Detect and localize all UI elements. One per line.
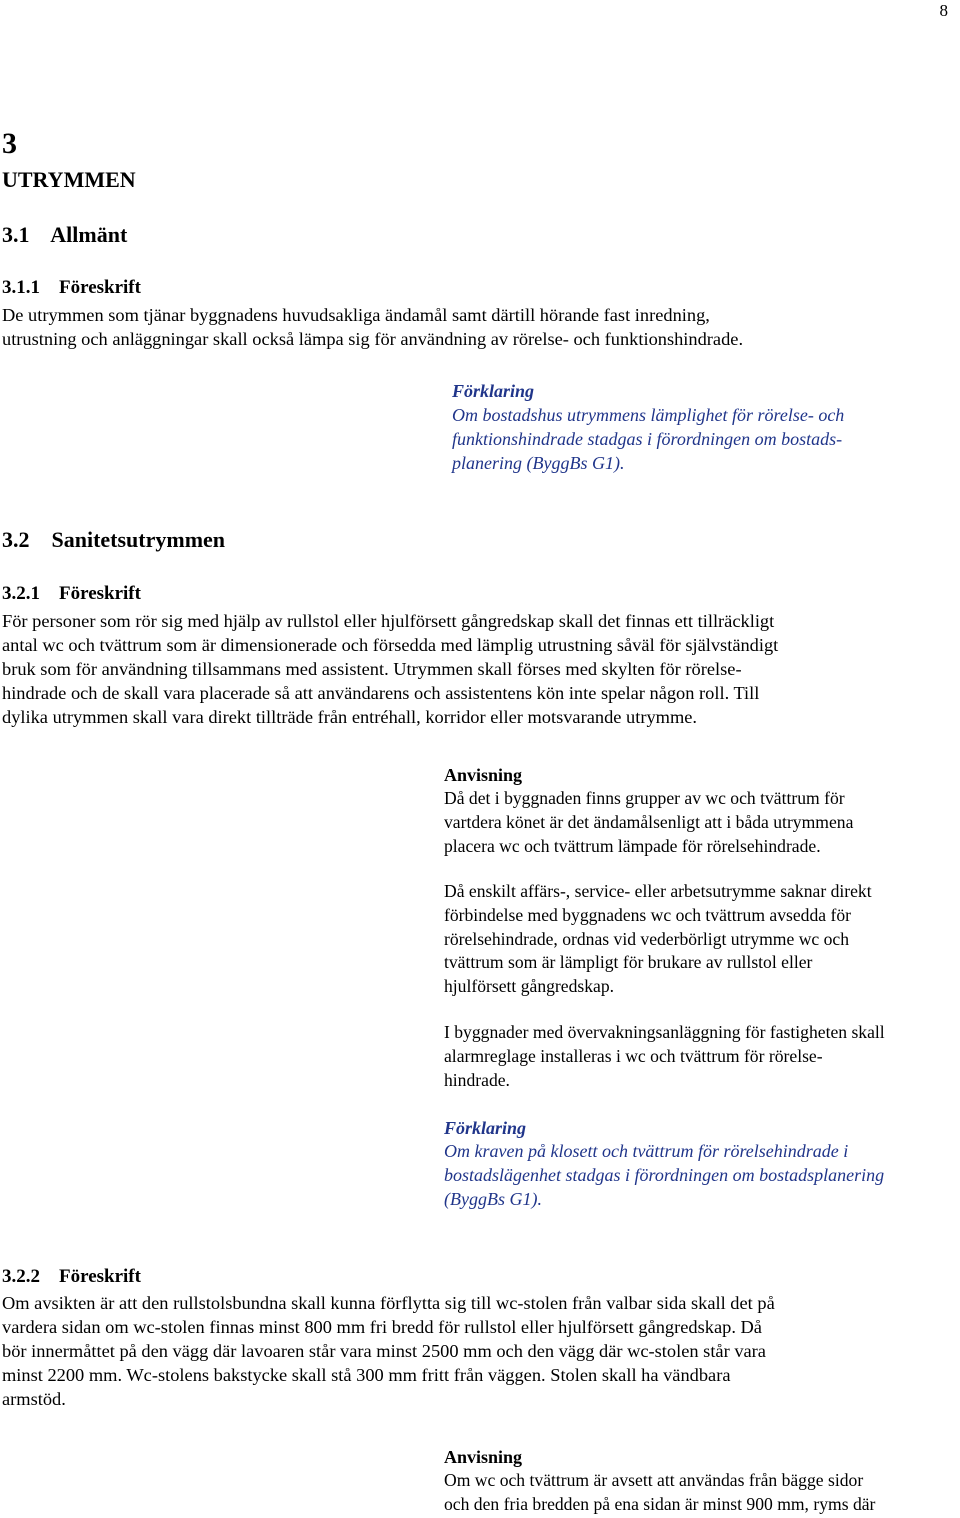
text-line: förbindelse med byggnadens wc och tvättrum avsedda för [444,904,851,925]
text-line: vardera sidan om wc-stolen finnas minst 800 mm fri bredd för rullstol eller hjulförsett gångredskap. Då [2,1317,762,1337]
section-3-1-title: 3.1 Allmänt [2,222,128,247]
explanation-text-3-2-1 [444,1139,884,1212]
text-line: armstöd. [2,1389,66,1409]
guidance-heading-3-2-2: Anvisning [444,1447,523,1467]
guidance-paragraph-1 [444,787,960,858]
guidance-paragraph-2 [444,880,960,999]
paragraph-3-1-1 [2,303,960,351]
chapter-number: 3 [2,127,17,160]
subsection-3-2-1-title: 3.2.1 Föreskrift [2,583,141,604]
text-line: hindrade och de skall vara placerade så att användarens och assistentens kön inte spelar någon roll. Till [2,683,760,703]
text-line: bruk som för användning tillsammans med assistent. Utrymmen skall förses med skylten för rörelse- [2,659,742,679]
text-line: Då enskilt affärs-, service- eller arbetsutrymme saknar direkt [444,881,872,901]
explanation-heading-3-1-1: Förklaring [452,381,535,401]
guidance-paragraph-3-2-2 [444,1469,960,1517]
text-line: hjulförsett gångredskap. [444,976,615,997]
text-line: Då det i byggnaden finns grupper av wc och tvättrum för [444,788,845,808]
text-line: och den fria bredden på ena sidan är minst 900 mm, ryms där [444,1493,876,1514]
text-line: utrustning och anläggningar skall också lämpa sig för användning av rörelse- och funktionshindrade. [2,329,744,349]
text-line: I byggnader med övervakningsanläggning för fastigheten skall [444,1022,885,1042]
text-line: bostadslägenhet stadgas i förordningen om bostadsplanering [444,1165,885,1186]
page-number: 8 [939,1,948,20]
text-line: placera wc och tvättrum lämpade för rörelsehindrade. [444,835,821,856]
text-line: (ByggBs G1). [444,1189,542,1210]
text-line: Om wc och tvättrum är avsett att användas från bägge sidor [444,1470,864,1490]
guidance-paragraph-3 [444,1021,960,1092]
text-line: tvättrum som är lämpligt för brukare av rullstol eller [444,952,813,973]
text-line: funktionshindrade stadgas i förordningen om bostads- [452,429,843,450]
paragraph-3-2-1 [2,609,960,729]
text-line: minst 2200 mm. Wc-stolens bakstycke skall stå 300 mm fritt från väggen. Stolen skall ha vändbara [2,1365,731,1385]
text-line: alarmreglage installeras i wc och tvättrum för rörelse- [444,1045,823,1066]
text-line: Om avsikten är att den rullstolsbundna skall kunna förflytta sig till wc-stolen från valbar sida skall det på [2,1293,775,1313]
text-line: De utrymmen som tjänar byggnadens huvudsakliga ändamål samt därtill hörande fast inredning, [2,305,710,325]
text-line: hindrade. [444,1069,510,1090]
subsection-3-1-1-title: 3.1.1 Föreskrift [2,277,141,298]
section-3-2-title: 3.2 Sanitetsutrymmen [2,527,226,552]
text-line: antal wc och tvättrum som är dimensionerade och försedda med lämplig utrustning såväl för självständigt [2,635,779,655]
text-line: planering (ByggBs G1). [452,453,625,474]
explanation-heading-3-2-1: Förklaring [444,1118,527,1138]
explanation-text-3-1-1 [452,403,844,476]
text-line: vartdera könet är det ändamålsenligt att i båda utrymmena [444,811,854,832]
text-line: För personer som rör sig med hjälp av rullstol eller hjulförsett gångredskap skall det finnas ett tillräckligt [2,611,775,631]
text-line: bör innermåttet på den vägg där lavoaren står vara minst 2500 mm och den vägg där wc-stolen står vara [2,1341,766,1361]
paragraph-3-2-2 [2,1291,960,1411]
text-line: dylika utrymmen skall vara direkt tillträde från entréhall, korridor eller motsvarande utrymme. [2,707,698,727]
text-line: Om bostadshus utrymmens lämplighet för rörelse- och [452,405,845,425]
guidance-heading-3-2-1: Anvisning [444,765,523,785]
chapter-title: UTRYMMEN [2,167,136,192]
text-line: Om kraven på klosett och tvättrum för rörelsehindrade i [444,1141,849,1161]
text-line: rörelsehindrade, ordnas vid vederbörligt utrymme wc och [444,928,850,949]
subsection-3-2-2-title: 3.2.2 Föreskrift [2,1266,141,1287]
